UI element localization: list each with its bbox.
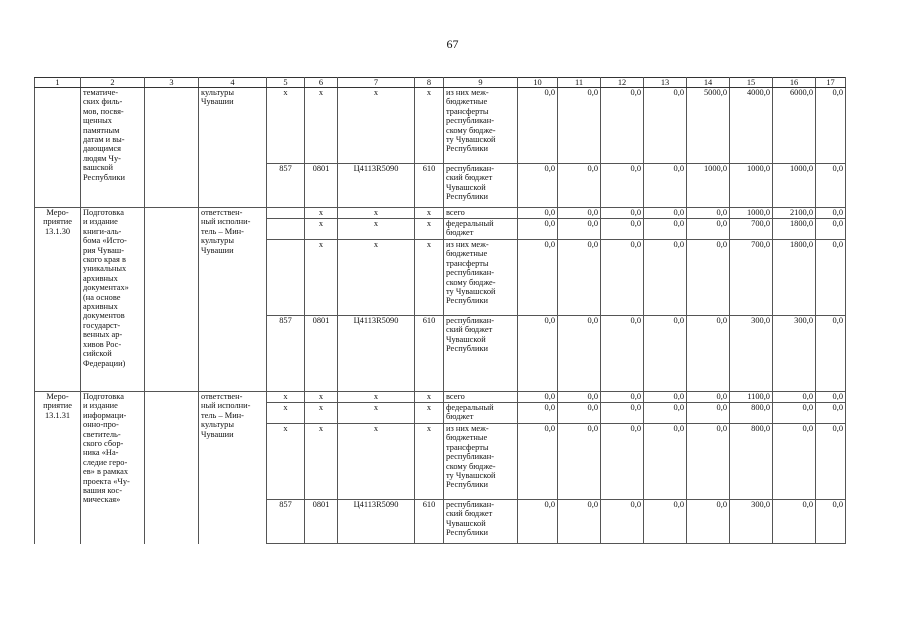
table-row xyxy=(35,392,846,403)
year-value: 1100,0 xyxy=(730,392,773,403)
funding-source: всего xyxy=(444,392,518,403)
column-number: 12 xyxy=(601,78,644,88)
year-value: 0,0 xyxy=(518,392,558,403)
year-value: 700,0 xyxy=(730,240,773,316)
year-value: 1800,0 xyxy=(773,240,816,316)
year-value: 0,0 xyxy=(601,88,644,164)
year-value: 0,0 xyxy=(687,208,730,219)
year-value: 0,0 xyxy=(518,88,558,164)
measure-number: Меро- приятие 13.1.31 xyxy=(35,392,81,544)
code-csr: х xyxy=(338,208,415,219)
column-number: 1 xyxy=(35,78,81,88)
year-value: 300,0 xyxy=(730,500,773,544)
column-number: 5 xyxy=(267,78,305,88)
funding-source: федеральный бюджет xyxy=(444,403,518,424)
year-value: 0,0 xyxy=(773,403,816,424)
year-value: 0,0 xyxy=(558,392,601,403)
measure-name: Подготовка и издание книги-аль- бома «Исто- рия Чуваш- ского края в уникальных архивных документах» (на основе архивных документов государст- венных ар- хивов Рос- сийской Федерации) xyxy=(81,208,145,392)
code-gr: 857 xyxy=(267,316,305,392)
year-value: 0,0 xyxy=(687,316,730,392)
code-rz: 0801 xyxy=(305,500,338,544)
code-vr: х xyxy=(415,403,444,424)
column-number: 16 xyxy=(773,78,816,88)
year-value: 0,0 xyxy=(644,392,687,403)
code-csr: х xyxy=(338,392,415,403)
code-rz: х xyxy=(305,403,338,424)
year-value: 0,0 xyxy=(816,164,846,208)
year-value: 300,0 xyxy=(730,316,773,392)
year-value: 0,0 xyxy=(518,500,558,544)
year-value: 0,0 xyxy=(558,500,601,544)
code-gr: х xyxy=(267,403,305,424)
year-value: 0,0 xyxy=(644,403,687,424)
year-value: 0,0 xyxy=(816,240,846,316)
code-rz: х xyxy=(305,208,338,219)
code-csr: х xyxy=(338,424,415,500)
year-value: 4000,0 xyxy=(730,88,773,164)
executor: ответствен- ный исполни- тель – Мин- культуры Чувашии xyxy=(199,208,267,392)
year-value: 1000,0 xyxy=(730,164,773,208)
year-value: 0,0 xyxy=(773,392,816,403)
code-gr: х xyxy=(267,392,305,403)
code-rz: 0801 xyxy=(305,316,338,392)
year-value: 1000,0 xyxy=(730,208,773,219)
column-number: 8 xyxy=(415,78,444,88)
code-csr: х xyxy=(338,88,415,164)
year-value: 0,0 xyxy=(601,240,644,316)
code-csr: Ц4113R5090 xyxy=(338,316,415,392)
table-body xyxy=(35,78,846,544)
funding-source: республикан- ский бюджет Чувашской Республики xyxy=(444,500,518,544)
year-value: 0,0 xyxy=(644,424,687,500)
year-value: 0,0 xyxy=(518,424,558,500)
column-number: 14 xyxy=(687,78,730,88)
executor: ответствен- ный исполни- тель – Мин- культуры Чувашии xyxy=(199,392,267,544)
code-vr: 610 xyxy=(415,164,444,208)
year-value: 0,0 xyxy=(816,424,846,500)
year-value: 0,0 xyxy=(558,403,601,424)
year-value: 0,0 xyxy=(816,403,846,424)
code-rz: 0801 xyxy=(305,164,338,208)
year-value: 0,0 xyxy=(601,403,644,424)
column-number: 9 xyxy=(444,78,518,88)
year-value: 0,0 xyxy=(816,219,846,240)
year-value: 0,0 xyxy=(687,240,730,316)
code-gr xyxy=(267,219,305,240)
year-value: 0,0 xyxy=(644,88,687,164)
code-csr: х xyxy=(338,219,415,240)
code-csr: х xyxy=(338,403,415,424)
column-number: 3 xyxy=(145,78,199,88)
co-executor xyxy=(145,208,199,392)
year-value: 1000,0 xyxy=(687,164,730,208)
year-value: 0,0 xyxy=(816,88,846,164)
table-row xyxy=(35,88,846,164)
executor: культуры Чувашии xyxy=(199,88,267,208)
year-value: 5000,0 xyxy=(687,88,730,164)
year-value: 0,0 xyxy=(687,500,730,544)
code-vr: х xyxy=(415,424,444,500)
year-value: 0,0 xyxy=(558,424,601,500)
code-gr xyxy=(267,240,305,316)
year-value: 800,0 xyxy=(730,403,773,424)
table-row xyxy=(35,208,846,219)
year-value: 0,0 xyxy=(518,316,558,392)
page-number: 67 xyxy=(446,37,459,51)
year-value: 0,0 xyxy=(687,403,730,424)
year-value: 0,0 xyxy=(518,219,558,240)
column-number: 15 xyxy=(730,78,773,88)
code-vr: х xyxy=(415,208,444,219)
year-value: 0,0 xyxy=(601,219,644,240)
year-value: 0,0 xyxy=(816,500,846,544)
funding-source: республикан- ский бюджет Чувашской Республики xyxy=(444,316,518,392)
code-gr: х xyxy=(267,88,305,164)
code-gr xyxy=(267,208,305,219)
budget-table xyxy=(34,77,846,544)
code-csr: Ц4113R5090 xyxy=(338,164,415,208)
year-value: 0,0 xyxy=(644,219,687,240)
code-rz: х xyxy=(305,240,338,316)
year-value: 0,0 xyxy=(644,316,687,392)
measure-number xyxy=(35,88,81,208)
funding-source: всего xyxy=(444,208,518,219)
year-value: 0,0 xyxy=(816,392,846,403)
column-number: 13 xyxy=(644,78,687,88)
year-value: 1000,0 xyxy=(773,164,816,208)
year-value: 0,0 xyxy=(601,392,644,403)
code-csr: Ц4113R5090 xyxy=(338,500,415,544)
year-value: 0,0 xyxy=(601,500,644,544)
code-gr: х xyxy=(267,424,305,500)
funding-source: из них меж- бюджетные трансферты республикан- скому бюдже- ту Чувашской Республики xyxy=(444,424,518,500)
year-value: 0,0 xyxy=(816,316,846,392)
code-csr: х xyxy=(338,240,415,316)
code-vr: х xyxy=(415,392,444,403)
measure-name: Подготовка и издание информаци- онно-про- светитель- ского сбор- ника «На- следие геро- ев» в рамках проекта «Чу- вашия кос- мическая» xyxy=(81,392,145,544)
column-number-row xyxy=(35,78,846,88)
year-value: 1800,0 xyxy=(773,219,816,240)
year-value: 0,0 xyxy=(518,164,558,208)
year-value: 0,0 xyxy=(558,240,601,316)
column-number: 10 xyxy=(518,78,558,88)
code-gr: 857 xyxy=(267,500,305,544)
year-value: 0,0 xyxy=(644,500,687,544)
measure-number: Меро- приятие 13.1.30 xyxy=(35,208,81,392)
code-rz: х xyxy=(305,424,338,500)
column-number: 4 xyxy=(199,78,267,88)
year-value: 0,0 xyxy=(773,500,816,544)
code-vr: 610 xyxy=(415,316,444,392)
column-number: 11 xyxy=(558,78,601,88)
year-value: 0,0 xyxy=(773,424,816,500)
year-value: 2100,0 xyxy=(773,208,816,219)
year-value: 0,0 xyxy=(558,88,601,164)
year-value: 0,0 xyxy=(644,240,687,316)
code-vr: х xyxy=(415,88,444,164)
column-number: 7 xyxy=(338,78,415,88)
year-value: 0,0 xyxy=(687,392,730,403)
measure-name: тематиче- ских филь- мов, посвя- щенных памятным датам и вы- дающимся людям Чу- вашской Республики xyxy=(81,88,145,208)
column-number: 6 xyxy=(305,78,338,88)
year-value: 0,0 xyxy=(644,208,687,219)
year-value: 0,0 xyxy=(687,219,730,240)
year-value: 0,0 xyxy=(558,316,601,392)
code-rz: х xyxy=(305,88,338,164)
year-value: 0,0 xyxy=(601,208,644,219)
year-value: 0,0 xyxy=(644,164,687,208)
year-value: 800,0 xyxy=(730,424,773,500)
funding-source: республикан- ский бюджет Чувашской Республики xyxy=(444,164,518,208)
code-vr: 610 xyxy=(415,500,444,544)
code-rz: х xyxy=(305,392,338,403)
co-executor xyxy=(145,88,199,208)
funding-source: из них меж- бюджетные трансферты республикан- скому бюдже- ту Чувашской Республики xyxy=(444,240,518,316)
code-rz: х xyxy=(305,219,338,240)
year-value: 0,0 xyxy=(558,208,601,219)
year-value: 0,0 xyxy=(558,219,601,240)
code-gr: 857 xyxy=(267,164,305,208)
column-number: 2 xyxy=(81,78,145,88)
column-number: 17 xyxy=(816,78,846,88)
code-vr: х xyxy=(415,240,444,316)
year-value: 0,0 xyxy=(601,316,644,392)
year-value: 0,0 xyxy=(558,164,601,208)
year-value: 0,0 xyxy=(601,424,644,500)
year-value: 6000,0 xyxy=(773,88,816,164)
funding-source: федеральный бюджет xyxy=(444,219,518,240)
year-value: 0,0 xyxy=(601,164,644,208)
year-value: 300,0 xyxy=(773,316,816,392)
year-value: 0,0 xyxy=(816,208,846,219)
year-value: 0,0 xyxy=(518,240,558,316)
co-executor xyxy=(145,392,199,544)
year-value: 0,0 xyxy=(518,208,558,219)
funding-source: из них меж- бюджетные трансферты республикан- скому бюдже- ту Чувашской Республики xyxy=(444,88,518,164)
year-value: 0,0 xyxy=(518,403,558,424)
year-value: 700,0 xyxy=(730,219,773,240)
code-vr: х xyxy=(415,219,444,240)
year-value: 0,0 xyxy=(687,424,730,500)
